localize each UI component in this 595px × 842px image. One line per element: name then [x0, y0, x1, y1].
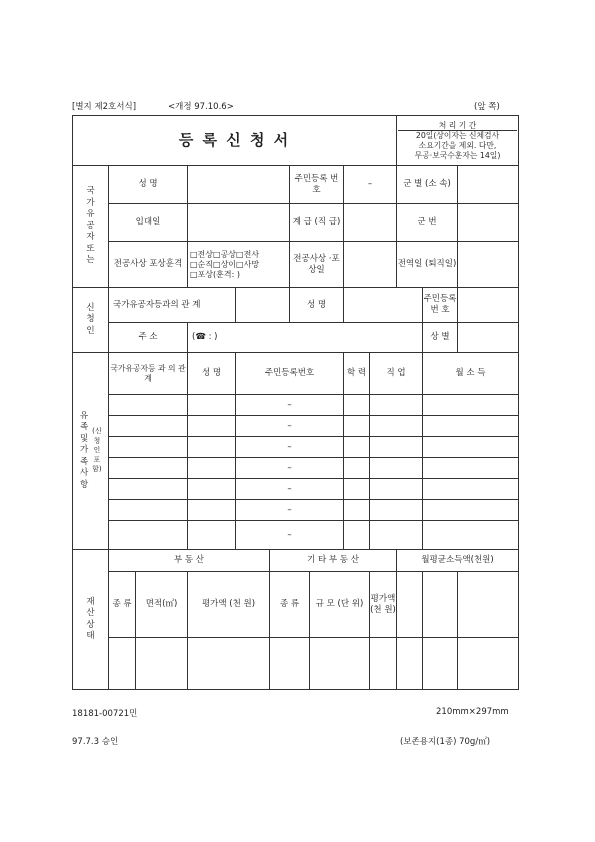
date-field[interactable] [344, 242, 397, 288]
prop-col-area: 면적(㎡) [136, 572, 188, 638]
table-row [73, 500, 519, 521]
checkbox-row-1[interactable]: □전상□공상□전사 [190, 249, 260, 259]
branch-label: 군 별 (소 속) [397, 166, 458, 204]
income-field-3[interactable] [458, 638, 519, 690]
approval-date: 97.7.3 승인 [72, 737, 119, 747]
applicant-rrn-field[interactable] [458, 288, 519, 323]
section-family-paren: (신청인포함) [92, 427, 102, 474]
section-veteran-label [73, 166, 109, 288]
paper-spec: (보존용지(1종) 70g/㎡) [400, 737, 491, 747]
realestate-header: 부 동 산 [109, 550, 270, 572]
section-applicant-text: 신청인 [86, 302, 95, 336]
section-family-label [73, 353, 109, 550]
other-type-field[interactable] [270, 638, 310, 690]
family-relation-cell[interactable] [109, 458, 188, 479]
family-income-cell[interactable] [423, 395, 519, 416]
other-scale-field[interactable] [310, 638, 370, 690]
applicant-rrn-label: 주민등록 번 호 [423, 288, 458, 323]
income-cell-3[interactable] [458, 572, 519, 638]
name-label: 성 명 [109, 166, 188, 204]
rrn-field[interactable]: – [344, 166, 397, 204]
family-education-cell[interactable] [344, 479, 370, 500]
family-col-relation: 국가유공자등 과 의 관 계 [109, 353, 188, 395]
family-col-income: 월 소 득 [423, 353, 519, 395]
family-education-cell[interactable] [344, 395, 370, 416]
address-field[interactable]: (☎ : ) [188, 323, 423, 353]
prop-type-field[interactable] [109, 638, 136, 690]
applicant-name-label: 성 명 [290, 288, 344, 323]
prop-col-value: 평가액 (천 원) [188, 572, 270, 638]
family-col-name: 성 명 [188, 353, 236, 395]
checkbox-row-2[interactable]: □순직□상이□사망 [190, 259, 260, 269]
family-rrn-cell[interactable]: – [236, 437, 344, 458]
family-name-cell[interactable] [188, 416, 236, 437]
rrn-label: 주민등록 번 호 [290, 166, 344, 204]
phone-field[interactable] [458, 323, 519, 353]
checkbox-row-3[interactable]: □포상(훈격: ) [190, 269, 240, 279]
family-name-cell[interactable] [188, 500, 236, 521]
table-row [73, 395, 519, 416]
family-name-cell[interactable] [188, 437, 236, 458]
income-cell-1[interactable] [397, 572, 423, 638]
family-income-cell[interactable] [423, 437, 519, 458]
form-number: [별지 제2호서식] [72, 102, 137, 112]
service-no-label: 군 번 [397, 204, 458, 242]
family-relation-cell[interactable] [109, 479, 188, 500]
other-col-scale: 규 모 (단 위) [310, 572, 370, 638]
family-education-cell[interactable] [344, 458, 370, 479]
form-title-cell [73, 116, 397, 166]
rank-field[interactable] [344, 204, 397, 242]
income-header: 월평균소득액(천원) [397, 550, 519, 572]
family-job-cell[interactable] [370, 437, 423, 458]
family-name-cell[interactable] [188, 479, 236, 500]
other-col-type: 종 류 [270, 572, 310, 638]
phone-label: 상 별 [423, 323, 458, 353]
family-job-cell[interactable] [370, 395, 423, 416]
discharge-label: 전역일 (퇴직일) [397, 242, 458, 288]
family-relation-cell[interactable] [109, 521, 188, 550]
relation-label: 국가유공자등과의 관 계 [109, 288, 236, 323]
prop-value-field[interactable] [188, 638, 270, 690]
family-relation-cell[interactable] [109, 500, 188, 521]
other-realestate-header: 기 타 부 동 산 [270, 550, 397, 572]
table-row [73, 437, 519, 458]
family-education-cell[interactable] [344, 521, 370, 550]
table-row [73, 479, 519, 500]
applicant-name-field[interactable] [344, 288, 423, 323]
enlist-field[interactable] [188, 204, 290, 242]
family-income-cell[interactable] [423, 521, 519, 550]
processing-label: 처 리 기 간 [398, 121, 517, 132]
family-job-cell[interactable] [370, 416, 423, 437]
prop-area-field[interactable] [136, 638, 188, 690]
form-title: 등 록 신 청 서 [178, 131, 291, 150]
revision-note: <개정 97.10.6> [168, 102, 234, 112]
death-label: 전공사상 포상훈격 [109, 242, 188, 288]
service-no-field[interactable] [458, 204, 519, 242]
family-rrn-cell[interactable]: – [236, 416, 344, 437]
family-education-cell[interactable] [344, 416, 370, 437]
family-rrn-cell[interactable]: – [236, 458, 344, 479]
family-col-rrn: 주민등록번호 [236, 353, 344, 395]
family-income-cell[interactable] [423, 416, 519, 437]
family-job-cell[interactable] [370, 479, 423, 500]
section-family-text: 유족 및 가족 사항 [80, 410, 89, 490]
relation-field[interactable] [236, 288, 290, 323]
form-code: 18181-00721민 [72, 709, 138, 719]
family-name-cell[interactable] [188, 458, 236, 479]
processing-line-1: 20일(상이자는 신체검사 [415, 131, 500, 141]
enlist-label: 입대일 [109, 204, 188, 242]
discharge-field[interactable] [458, 242, 519, 288]
section-veteran-text: 국가유공자 또는 [86, 186, 95, 266]
family-job-cell[interactable] [370, 521, 423, 550]
paper-size: 210mm×297mm [436, 707, 509, 717]
other-value-field[interactable] [370, 638, 397, 690]
family-col-job: 직 업 [370, 353, 423, 395]
income-field-1[interactable] [397, 638, 423, 690]
section-property-text: 재산상태 [86, 596, 95, 641]
rank-label: 계 급 (직 급) [290, 204, 344, 242]
table-row [73, 416, 519, 437]
prop-col-type: 종 류 [109, 572, 136, 638]
date-label: 전공사상 ·포상일 [290, 242, 344, 288]
family-job-cell[interactable] [370, 458, 423, 479]
family-education-cell[interactable] [344, 500, 370, 521]
processing-line-3: 무공·보국수훈자는 14일) [414, 150, 501, 160]
family-name-cell[interactable] [188, 395, 236, 416]
registration-form [72, 115, 519, 690]
family-income-cell[interactable] [423, 479, 519, 500]
family-col-education: 학 력 [344, 353, 370, 395]
family-relation-cell[interactable] [109, 437, 188, 458]
family-education-cell[interactable] [344, 437, 370, 458]
processing-period [397, 116, 519, 166]
family-rrn-cell[interactable]: – [236, 479, 344, 500]
family-relation-cell[interactable] [109, 416, 188, 437]
section-applicant-label [73, 288, 109, 353]
other-col-value: 평가액 (천 원) [370, 572, 397, 638]
income-cell-2[interactable] [423, 572, 458, 638]
address-label: 주 소 [109, 323, 188, 353]
table-row [73, 458, 519, 479]
family-rrn-cell[interactable]: – [236, 521, 344, 550]
family-income-cell[interactable] [423, 500, 519, 521]
family-relation-cell[interactable] [109, 395, 188, 416]
branch-field[interactable] [458, 166, 519, 204]
death-type-checkboxes[interactable] [188, 242, 290, 288]
section-property-label [73, 550, 109, 690]
name-field[interactable] [188, 166, 290, 204]
income-field-2[interactable] [423, 638, 458, 690]
family-income-cell[interactable] [423, 458, 519, 479]
table-row [73, 521, 519, 550]
family-name-cell[interactable] [188, 521, 236, 550]
family-job-cell[interactable] [370, 500, 423, 521]
family-rrn-cell[interactable]: – [236, 500, 344, 521]
family-rrn-cell[interactable]: – [236, 395, 344, 416]
processing-line-2: 소요기간을 제외. 다만, [418, 141, 497, 150]
page-side: (앞 쪽) [474, 102, 500, 112]
